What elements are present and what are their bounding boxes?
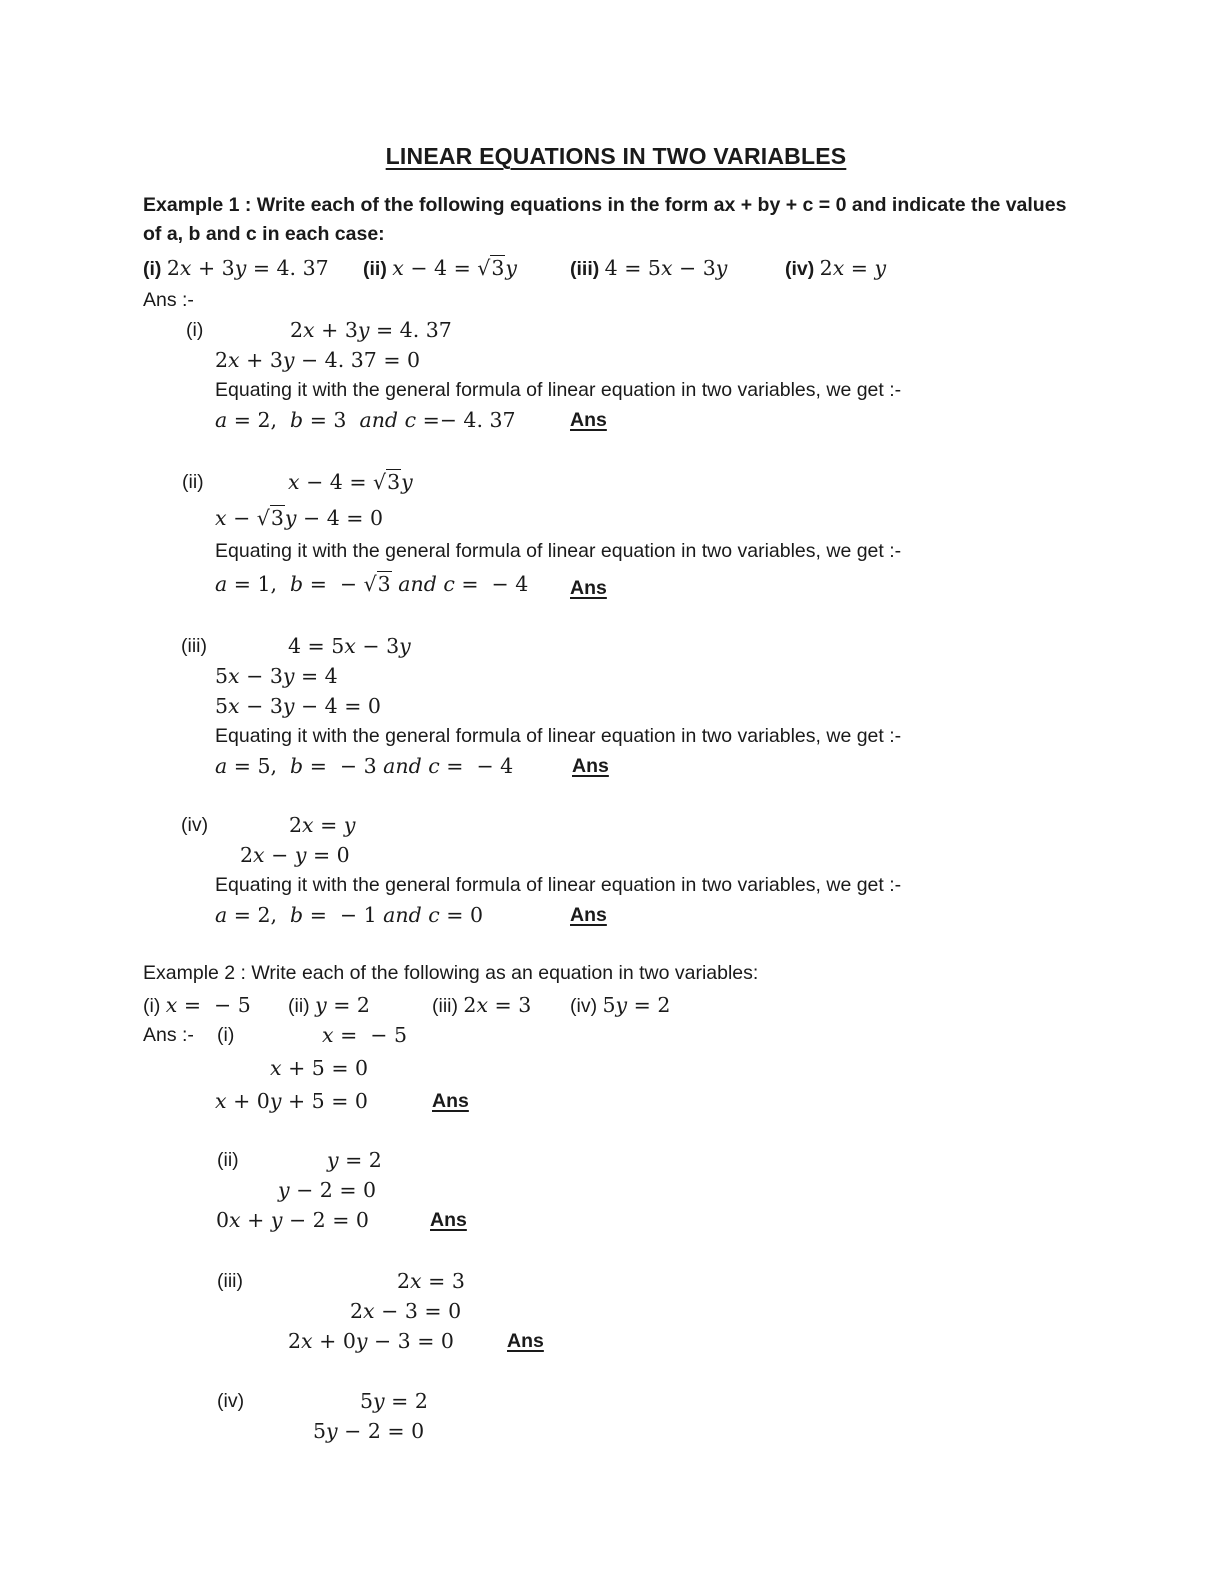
equation: 2x = y <box>819 256 887 280</box>
part-number: (iv) <box>217 1390 245 1412</box>
example1-part-i <box>143 315 1089 435</box>
ans-badge: Ans <box>572 755 609 777</box>
equation: x = − 5 <box>322 1023 408 1047</box>
given-item <box>143 251 329 286</box>
given-item <box>785 251 886 286</box>
equation: x = − 5 <box>165 993 251 1017</box>
part-number: (ii) <box>182 471 204 493</box>
part-first-line <box>143 1266 1089 1296</box>
equation: a = 2, b = − 1 and c = 0 <box>215 903 483 927</box>
example2-heading: Example 2 : Write each of the following as an equation in two variables: <box>143 962 759 984</box>
given-item <box>570 251 727 286</box>
explanation-line <box>143 721 1089 751</box>
explanation-line <box>143 536 1089 566</box>
example2-part-iv <box>143 1386 1089 1446</box>
equation: 2x = 3 <box>463 993 532 1017</box>
example1-ans-intro <box>143 285 1089 315</box>
item-number: (i) <box>143 995 161 1017</box>
step-line <box>143 345 1089 375</box>
item-number: (ii) <box>288 995 310 1017</box>
step-line <box>143 500 1089 536</box>
equation: 2x = y <box>289 813 356 837</box>
equation: 2x − 3 = 0 <box>350 1299 462 1323</box>
example2-given-equations <box>143 990 1089 1020</box>
example2-part-i <box>143 1020 1089 1116</box>
equation: x + 0y + 5 = 0 <box>215 1089 368 1113</box>
given-item <box>143 990 251 1021</box>
equation: 2x + 3y − 4. 37 = 0 <box>215 348 421 372</box>
equation: 4 = 5x − 3y <box>288 634 411 658</box>
ans-badge: Ans <box>507 1330 544 1352</box>
part-number: (i) <box>186 319 204 341</box>
part-first-line <box>143 1145 1089 1175</box>
equation: 2x = 3 <box>397 1269 465 1293</box>
equation: 5y = 2 <box>602 993 671 1017</box>
item-number: (iv) <box>785 258 815 280</box>
ans-intro-label: Ans :- <box>143 289 194 311</box>
equation: a = 1, b = − √3 and c = − 4 <box>215 572 529 596</box>
explanation-text: Equating it with the general formula of linear equation in two variables, we get :- <box>215 540 902 562</box>
equation: 2x + 3y = 4. 37 <box>290 318 452 342</box>
item-number: (iv) <box>570 995 598 1017</box>
given-item <box>288 990 370 1021</box>
result-line <box>143 900 1089 930</box>
explanation-line <box>143 375 1089 405</box>
step-line <box>143 1296 1089 1326</box>
ans-badge: Ans <box>570 577 607 599</box>
result-line <box>143 751 1089 781</box>
example1-part-iv <box>143 810 1089 930</box>
page-title <box>143 143 1089 170</box>
equation: 5x − 3y − 4 = 0 <box>215 694 381 718</box>
part-number: (iii) <box>181 635 207 657</box>
equation: 4 = 5x − 3y <box>604 256 728 280</box>
part-number: (iv) <box>181 814 209 836</box>
example2-part-iii <box>143 1266 1089 1356</box>
example1-given-equations <box>143 251 1089 285</box>
equation: y = 2 <box>315 993 370 1017</box>
part-number: (i) <box>217 1024 235 1046</box>
example1-part-iii <box>143 631 1089 781</box>
part-first-line <box>143 1020 1089 1050</box>
part-first-line <box>143 464 1089 500</box>
step-line <box>143 1175 1089 1205</box>
equation: 2x + 3y = 4. 37 <box>166 256 329 280</box>
part-first-line <box>143 631 1089 661</box>
ans-badge: Ans <box>570 904 607 926</box>
page-title-text: LINEAR EQUATIONS IN TWO VARIABLES <box>385 143 847 169</box>
equation: 5y = 2 <box>360 1389 428 1413</box>
part-number: (ii) <box>217 1149 239 1171</box>
given-item <box>432 990 531 1021</box>
part-first-line <box>143 315 1089 345</box>
item-number: (ii) <box>363 258 387 280</box>
given-item <box>570 990 670 1021</box>
ans-intro-label: Ans :- <box>143 1024 194 1046</box>
step-line <box>143 661 1089 691</box>
result-line <box>143 405 1089 435</box>
equation: x − 4 = √3y <box>288 470 413 494</box>
part-number: (iii) <box>217 1270 243 1292</box>
item-number: (i) <box>143 258 162 280</box>
explanation-text: Equating it with the general formula of linear equation in two variables, we get :- <box>215 379 902 401</box>
equation: x − 4 = √3y <box>392 256 517 280</box>
explanation-text: Equating it with the general formula of linear equation in two variables, we get :- <box>215 874 902 896</box>
step-line <box>143 1326 1089 1356</box>
equation: 5y − 2 = 0 <box>313 1419 425 1443</box>
given-item <box>363 251 517 286</box>
equation: 0x + y − 2 = 0 <box>216 1208 369 1232</box>
step-line <box>143 1086 1089 1116</box>
equation: y − 2 = 0 <box>278 1178 377 1202</box>
step-line <box>143 691 1089 721</box>
part-first-line <box>143 1386 1089 1416</box>
explanation-line <box>143 870 1089 900</box>
explanation-text: Equating it with the general formula of linear equation in two variables, we get :- <box>215 725 902 747</box>
item-number: (iii) <box>570 258 600 280</box>
step-line <box>143 1416 1089 1446</box>
step-line <box>143 1050 1089 1086</box>
equation: a = 2, b = 3 and c =− 4. 37 <box>215 408 516 432</box>
step-line <box>143 840 1089 870</box>
equation: a = 5, b = − 3 and c = − 4 <box>215 754 514 778</box>
example2-part-ii <box>143 1145 1089 1235</box>
equation: x + 5 = 0 <box>270 1056 369 1080</box>
equation: 2x − y = 0 <box>240 843 350 867</box>
example1-heading: Example 1 : Write each of the following equations in the form ax + by + c = 0 and indicate the values of a, b and c in each case: <box>143 194 1067 245</box>
ans-badge: Ans <box>430 1209 467 1231</box>
equation: y = 2 <box>327 1148 382 1172</box>
equation: x − √3y − 4 = 0 <box>215 506 384 530</box>
ans-badge: Ans <box>432 1090 469 1112</box>
ans-badge: Ans <box>570 409 607 431</box>
result-line <box>143 566 1089 602</box>
example1-part-ii <box>143 464 1089 602</box>
part-first-line <box>143 810 1089 840</box>
item-number: (iii) <box>432 995 458 1017</box>
equation: 5x − 3y = 4 <box>215 664 338 688</box>
step-line <box>143 1205 1089 1235</box>
equation: 2x + 0y − 3 = 0 <box>288 1329 454 1353</box>
